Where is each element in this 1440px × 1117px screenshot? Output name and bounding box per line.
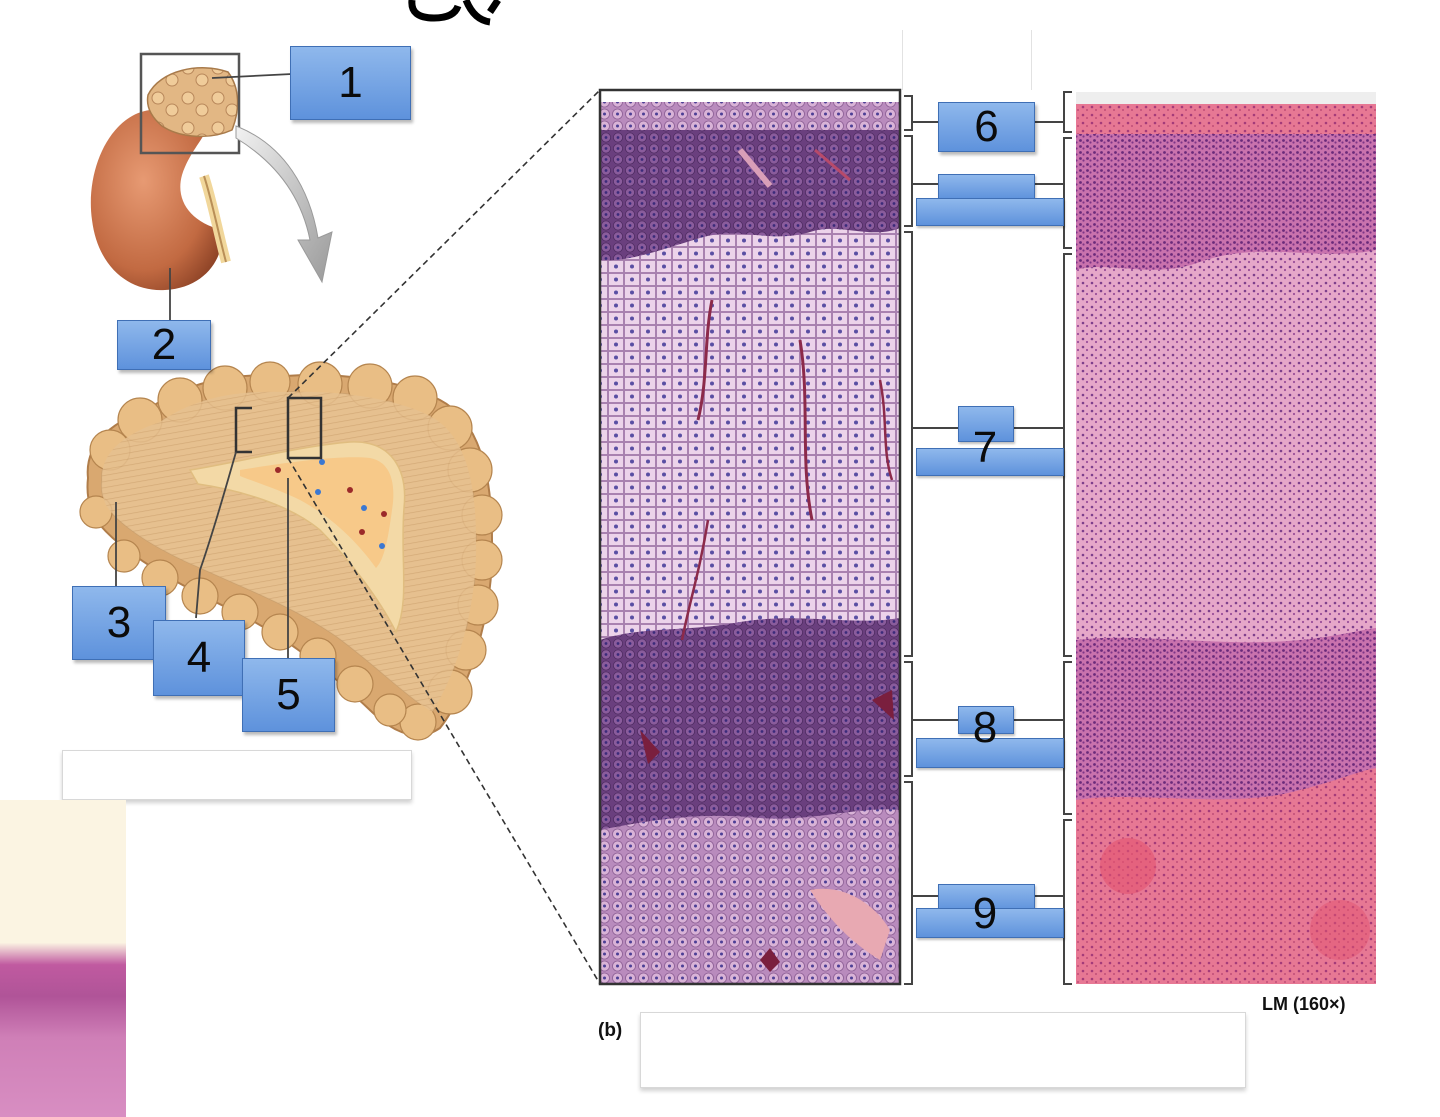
label-8: [956, 700, 1014, 756]
projection-line-top: [288, 90, 600, 398]
label-6: [938, 102, 1035, 152]
label-2-text: 2: [151, 320, 177, 369]
partial-micrograph: [0, 800, 126, 1117]
magnification-label: LM (160×): [1262, 994, 1346, 1014]
label-4: [153, 620, 245, 696]
label-bar-b: [916, 198, 1064, 226]
title-fragment: [412, 0, 498, 22]
label-1: [290, 46, 411, 120]
label-4-text: 4: [186, 633, 212, 682]
label-3-text: 3: [106, 598, 132, 647]
label-9: [956, 886, 1014, 942]
label-3: [72, 586, 166, 660]
label-5: [242, 658, 335, 732]
label-8-text: 8: [972, 703, 998, 752]
label-9-text: 9: [972, 889, 998, 938]
panel-letter: (b): [598, 1020, 623, 1041]
curved-arrow: [236, 126, 332, 282]
caption-blank-b: [640, 1012, 1246, 1088]
label-7: [956, 420, 1014, 476]
label-bar-a: [938, 174, 1035, 200]
blank-header-area: [902, 30, 1032, 90]
light-micrograph: [1076, 92, 1376, 984]
label-7-text: 7: [972, 423, 998, 472]
caption-blank-a: [62, 750, 412, 800]
label-5-text: 5: [276, 670, 301, 719]
label-1-text: 1: [338, 58, 363, 107]
histology-drawing: [600, 90, 900, 984]
label-2: [117, 320, 211, 370]
label-6-text: 6: [974, 102, 999, 151]
